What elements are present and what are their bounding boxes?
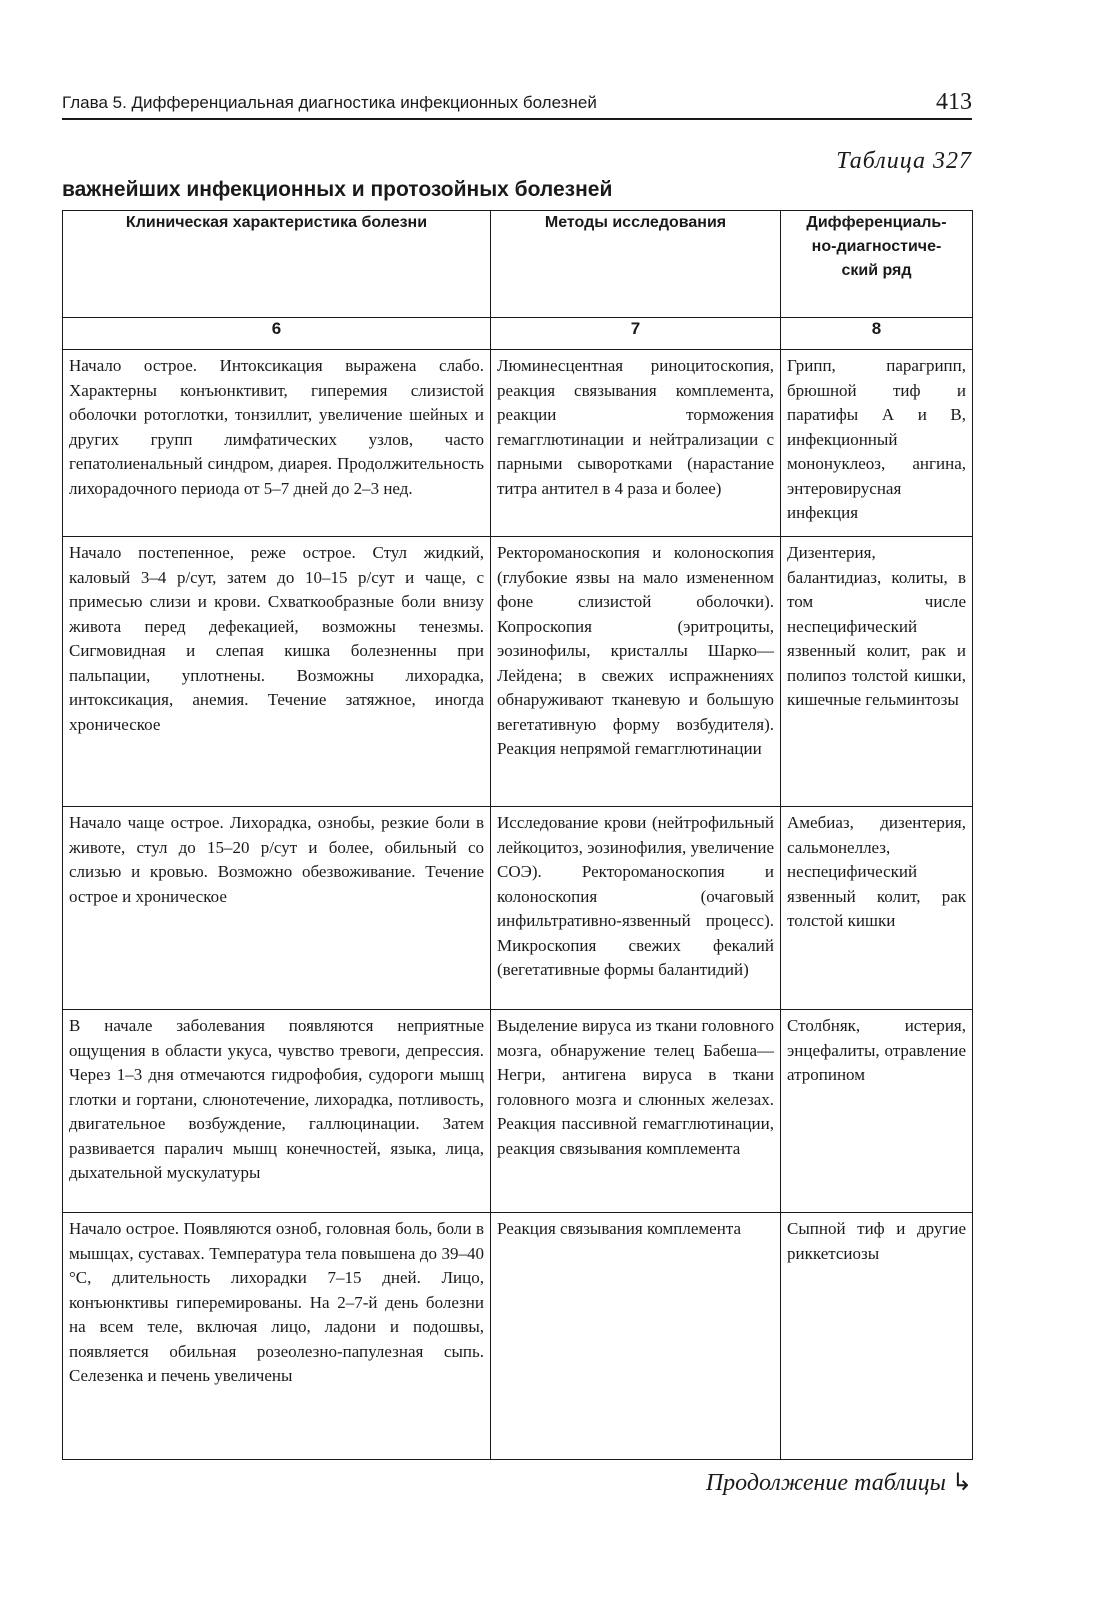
clinical-cell: Начало острое. Появляются озноб, головная боль, боли в мышцах, суставах. Температура тела повышена до 39–40 °С, длительность лихорадки 7–15 дней. Лицо, конъюнктивы гиперемированы. На 2–7-й день болезни на всем теле, включая лицо, ладони и подошвы, появляется обильная розеолезно-папулезная сыпь. Селезенка и печень увеличены <box>63 1213 491 1460</box>
column-header-clinical: Клиническая характеристика болезни <box>63 211 491 318</box>
differential-cell: Столбняк, истерия, энцефалиты, отравление атропином <box>781 1010 973 1213</box>
turn-arrow-icon: ↳ <box>951 1470 972 1496</box>
differential-cell: Дизентерия, балантидиаз, колиты, в том числе неспецифический язвенный колит, рак и полипоз толстой кишки, кишечные гельминтозы <box>781 537 973 807</box>
methods-cell: Выделение вируса из ткани головного мозга, обнаружение телец Бабеша—Негри, антигена вируса в ткани головного мозга и слюнных железах. Реакция пассивной гемагглютинации, реакция связывания комплемента <box>491 1010 781 1213</box>
chapter-title: Глава 5. Дифференциальная диагностика инфекционных болезней <box>62 93 597 112</box>
column-header-methods: Методы исследования <box>491 211 781 318</box>
table-row <box>63 350 973 537</box>
methods-cell: Исследование крови (нейтрофильный лейкоцитоз, эозинофилия, увеличение СОЭ). Ректороманоскопия и колоноскопия (очаговый инфильтративно-язвенный процесс). Микроскопия свежих фекалий (вегетативные формы балантидий) <box>491 807 781 1010</box>
clinical-cell: Начало чаще острое. Лихорадка, ознобы, резкие боли в животе, стул до 15–20 р/сут и более, обильный со слизью и кровью. Возможно обезвоживание. Течение острое и хроническое <box>63 807 491 1010</box>
running-header <box>62 84 972 120</box>
table-row <box>63 1010 973 1213</box>
differential-cell: Сыпной тиф и другие риккетсиозы <box>781 1213 973 1460</box>
column-number: 7 <box>491 318 781 350</box>
table-row <box>63 1213 973 1460</box>
differential-cell: Грипп, парагрипп, брюшной тиф и паратифы А и В, инфекционный мононуклеоз, ангина, энтеровирусная инфекция <box>781 350 973 537</box>
differential-cell: Амебиаз, дизентерия, сальмонеллез, неспецифический язвенный колит, рак толстой кишки <box>781 807 973 1010</box>
column-number-row <box>63 318 973 350</box>
clinical-cell: Начало острое. Интоксикация выражена слабо. Характерны конъюнктивит, гиперемия слизистой оболочки ротоглотки, тонзиллит, увеличение шейных и других групп лимфатических узлов, часто гепатолиенальный синдром, диарея. Продолжительность лихорадочного периода от 5–7 дней до 2–3 нед. <box>63 350 491 537</box>
continuation-note <box>706 1468 972 1497</box>
column-number: 8 <box>781 318 973 350</box>
methods-cell: Люминесцентная риноцитоскопия, реакция связывания комплемента, реакции торможения гемагглютинации и нейтрализации с парными сыворотками (нарастание титра антител в 4 раза и более) <box>491 350 781 537</box>
table-row <box>63 537 973 807</box>
methods-cell: Реакция связывания комплемента <box>491 1213 781 1460</box>
continuation-label: Продолжение таблицы <box>705 1470 946 1496</box>
table-header-row <box>63 211 973 318</box>
methods-cell: Ректороманоскопия и колоноскопия (глубокие язвы на мало измененном фоне слизистой оболочки). Копроскопия (эритроциты, эозинофилы, кристаллы Шарко—Лейдена; в свежих испражнениях обнаруживают тканевую и большую вегетативную форму возбудителя). Реакция непрямой гемагглютинации <box>491 537 781 807</box>
page-number: 413 <box>936 89 972 115</box>
table-title: важнейших инфекционных и протозойных болезней <box>62 178 613 201</box>
column-header-differential: Дифференциаль-но-диагностиче-ский ряд <box>781 211 973 318</box>
differential-diagnosis-table <box>62 210 973 1460</box>
column-number: 6 <box>63 318 491 350</box>
clinical-cell: Начало постепенное, реже острое. Стул жидкий, каловый 3–4 р/сут, затем до 10–15 р/сут и чаще, с примесью слизи и крови. Схваткообразные боли внизу живота перед дефекацией, возможны тенезмы. Сигмовидная и слепая кишка болезненны при пальпации, уплотнены. Возможны лихорадка, интоксикация, анемия. Течение затяжное, иногда хроническое <box>63 537 491 807</box>
table-row <box>63 807 973 1010</box>
clinical-cell: В начале заболевания появляются неприятные ощущения в области укуса, чувство тревоги, депрессия. Через 1–3 дня отмечаются гидрофобия, судороги мышц глотки и гортани, слюнотечение, лихорадка, потливость, двигательное возбуждение, галлюцинации. Затем развивается паралич мышц конечностей, языка, лица, дыхательной мускулатуры <box>63 1010 491 1213</box>
table-number: Таблица 327 <box>836 148 972 174</box>
